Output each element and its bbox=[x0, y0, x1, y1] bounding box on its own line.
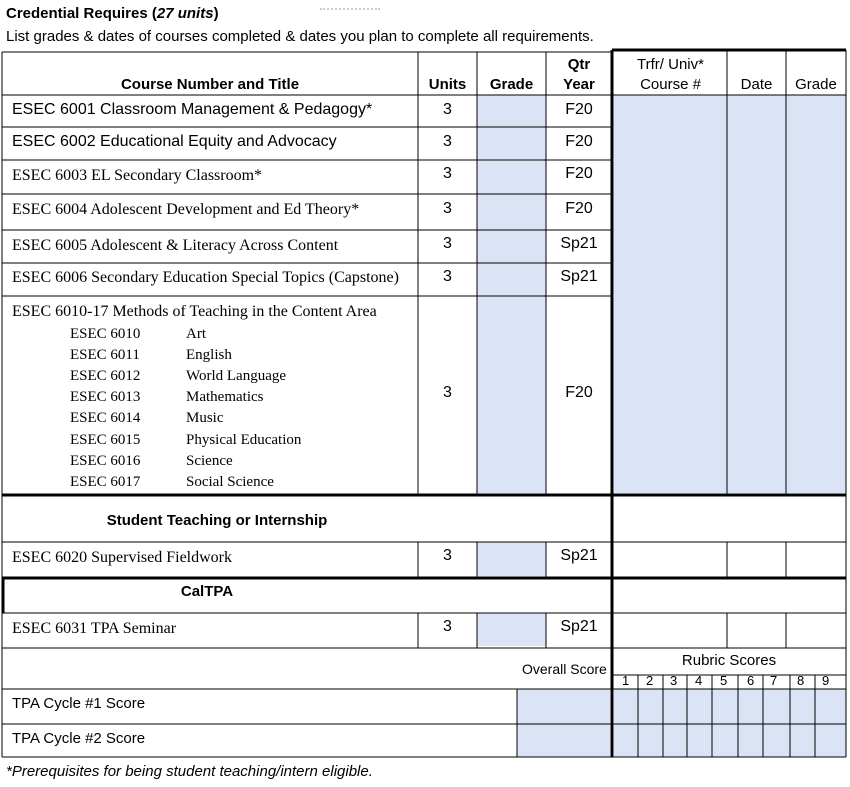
rubric-number: 5 bbox=[720, 673, 728, 688]
course-units: 3 bbox=[443, 235, 452, 252]
methods-subject-code: ESEC 6017 bbox=[70, 474, 141, 490]
course-title: ESEC 6002 Educational Equity and Advocacy bbox=[12, 133, 337, 150]
caltpa-heading: CalTPA bbox=[180, 583, 234, 600]
student-teaching-heading: Student Teaching or Internship bbox=[106, 512, 328, 529]
column-header-grade: Grade bbox=[489, 76, 534, 93]
rubric-number: 8 bbox=[797, 673, 805, 688]
rubric-number: 4 bbox=[695, 673, 703, 688]
course-title: ESEC 6005 Adolescent & Literacy Across Content bbox=[12, 237, 339, 254]
methods-subject-name: Social Science bbox=[186, 474, 274, 490]
column-header-qtr: Qtr bbox=[567, 56, 591, 73]
course-qtr: F20 bbox=[565, 133, 593, 150]
methods-subject-name: English bbox=[186, 347, 232, 363]
course-qtr: Sp21 bbox=[560, 547, 598, 564]
course-units: 3 bbox=[443, 547, 452, 564]
rubric-number: 3 bbox=[670, 673, 678, 688]
methods-units: 3 bbox=[443, 384, 452, 401]
rubric-number: 7 bbox=[770, 673, 778, 688]
methods-title: ESEC 6010-17 Methods of Teaching in the Content Area bbox=[12, 303, 377, 320]
rubric-number: 9 bbox=[822, 673, 830, 688]
methods-subject-code: ESEC 6010 bbox=[70, 326, 141, 342]
course-units: 3 bbox=[443, 165, 452, 182]
course-title: ESEC 6031 TPA Seminar bbox=[12, 620, 177, 637]
tpa-cycle-2-label: TPA Cycle #2 Score bbox=[12, 730, 146, 747]
course-title: ESEC 6004 Adolescent Development and Ed Theory* bbox=[12, 201, 360, 218]
course-qtr: F20 bbox=[565, 165, 593, 182]
rubric-number: 6 bbox=[747, 673, 755, 688]
top-blank-line bbox=[320, 0, 380, 10]
course-units: 3 bbox=[443, 200, 452, 217]
methods-subject-name: Physical Education bbox=[186, 432, 302, 448]
methods-subject-code: ESEC 6012 bbox=[70, 368, 141, 384]
methods-subject-name: Science bbox=[186, 453, 233, 469]
course-title: ESEC 6003 EL Secondary Classroom* bbox=[12, 167, 263, 184]
methods-qtr: F20 bbox=[565, 384, 593, 401]
column-header-year: Year bbox=[563, 76, 595, 93]
methods-subject-code: ESEC 6013 bbox=[70, 389, 141, 405]
methods-subject-name: Art bbox=[186, 326, 206, 342]
rubric-number: 2 bbox=[646, 673, 654, 688]
course-title: ESEC 6001 Classroom Management & Pedagogy* bbox=[12, 101, 373, 118]
course-qtr: F20 bbox=[565, 101, 593, 118]
form-title: Credential Requires (27 units) bbox=[6, 5, 219, 22]
methods-subject-code: ESEC 6011 bbox=[70, 347, 140, 363]
methods-subject-code: ESEC 6016 bbox=[70, 453, 141, 469]
column-header-trfr: Trfr/ Univ* bbox=[637, 56, 704, 73]
methods-subject-code: ESEC 6014 bbox=[70, 410, 141, 426]
course-units: 3 bbox=[443, 101, 452, 118]
course-qtr: Sp21 bbox=[560, 268, 598, 285]
form-instructions: List grades & dates of courses completed & dates you plan to complete all requirements. bbox=[6, 28, 594, 45]
course-qtr: Sp21 bbox=[560, 235, 598, 252]
rubric-number: 1 bbox=[622, 673, 630, 688]
course-units: 3 bbox=[443, 618, 452, 635]
methods-subject-name: Music bbox=[186, 410, 224, 426]
tpa-cycle-1-label: TPA Cycle #1 Score bbox=[12, 695, 146, 712]
course-units: 3 bbox=[443, 268, 452, 285]
column-header-units: Units bbox=[428, 76, 467, 93]
methods-subject-code: ESEC 6015 bbox=[70, 432, 141, 448]
footnote: *Prerequisites for being student teaching/intern eligible. bbox=[6, 763, 373, 780]
overall-score-label: Overall Score bbox=[522, 661, 607, 677]
course-qtr: Sp21 bbox=[560, 618, 598, 635]
course-title: ESEC 6006 Secondary Education Special Topics (Capstone) bbox=[12, 269, 399, 286]
methods-subject-name: Mathematics bbox=[186, 389, 264, 405]
column-header-course-num: Course # bbox=[640, 76, 701, 93]
course-units: 3 bbox=[443, 133, 452, 150]
course-title: ESEC 6020 Supervised Fieldwork bbox=[12, 549, 232, 566]
column-header-course: Course Number and Title bbox=[120, 76, 300, 93]
methods-subject-name: World Language bbox=[186, 368, 287, 384]
column-header-date: Date bbox=[740, 76, 773, 93]
course-qtr: F20 bbox=[565, 200, 593, 217]
rubric-scores-label: Rubric Scores bbox=[681, 652, 777, 669]
column-header-grade2: Grade bbox=[795, 76, 837, 93]
